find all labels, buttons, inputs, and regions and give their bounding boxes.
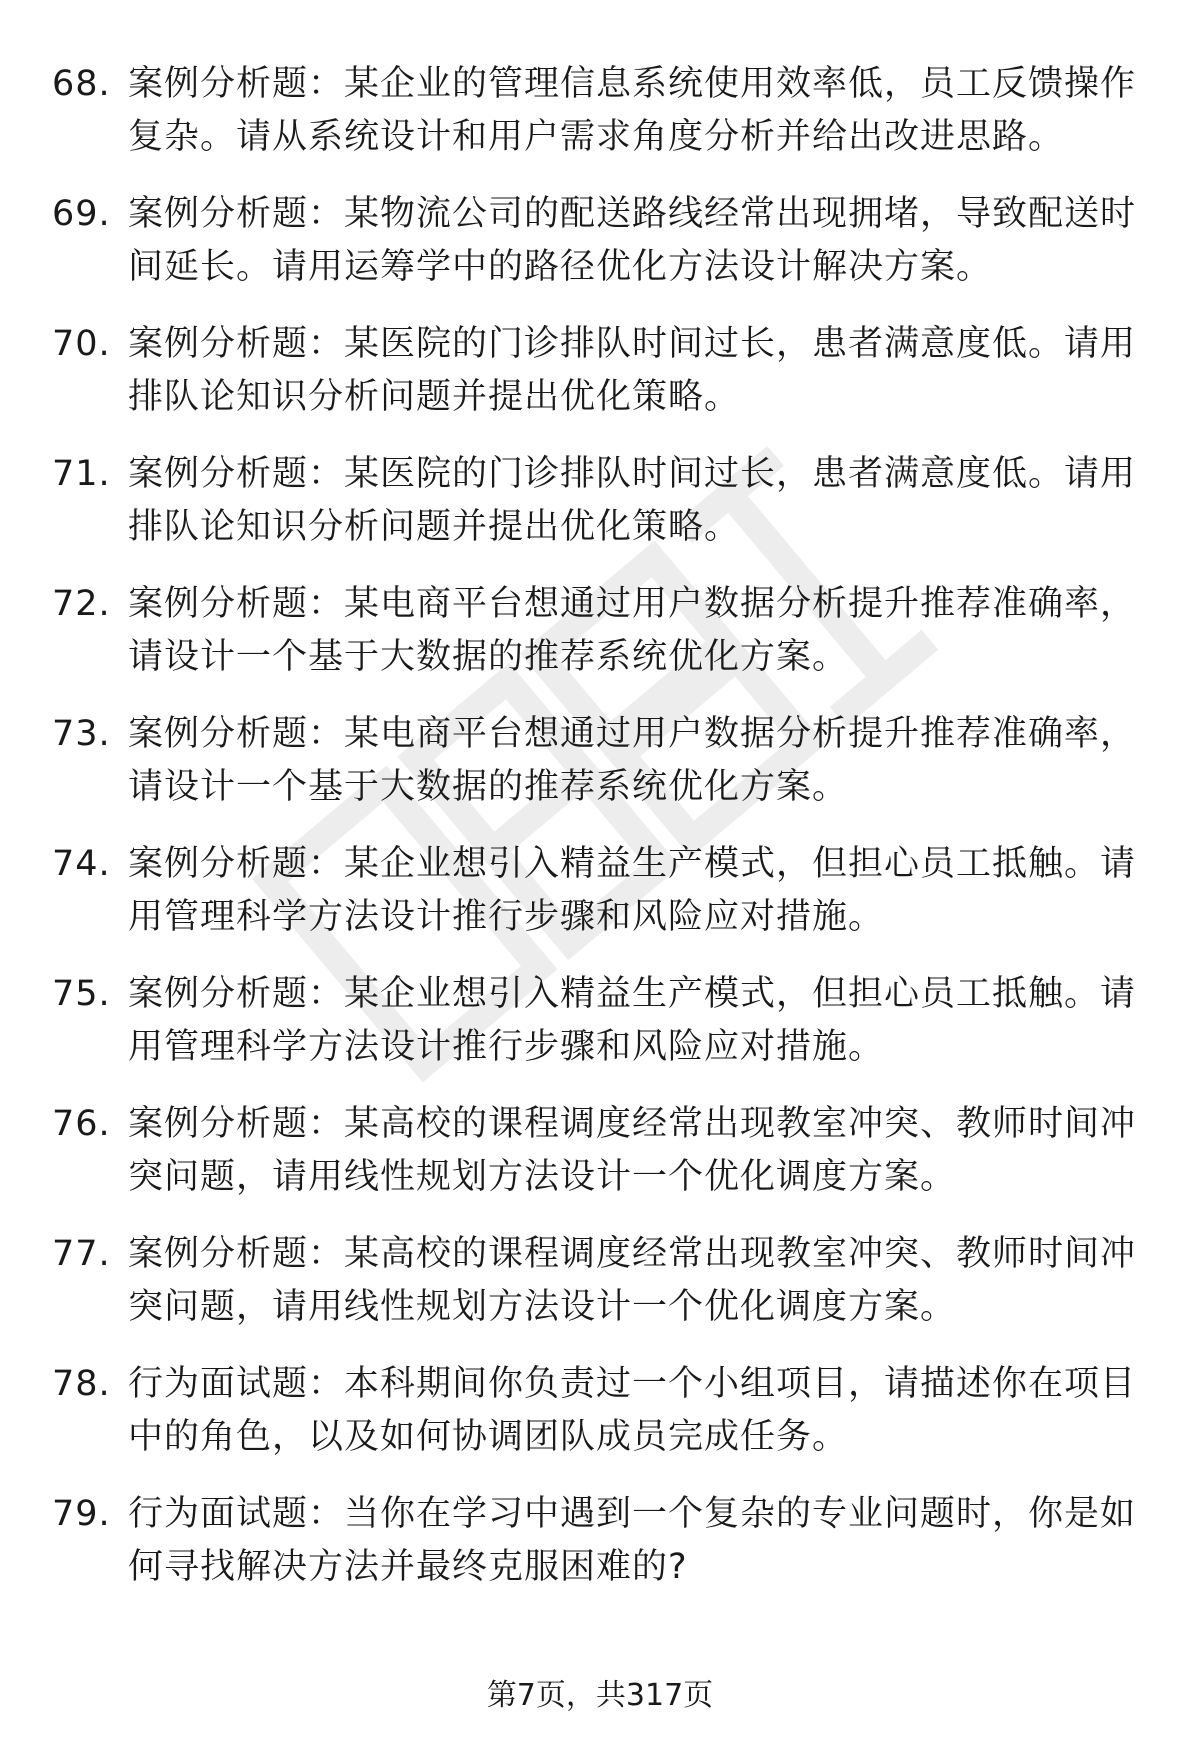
page-footer: 第7页，共317页 — [486, 1678, 714, 1713]
question-item — [0, 708, 1200, 838]
question-text: 案例分析题：某高校的课程调度经常出现教室冲突、教师时间冲突问题，请用线性规划方法设计一个优化调度方案。 — [128, 1234, 1137, 1327]
question-number: 73. — [52, 714, 111, 754]
question-text: 案例分析题：某高校的课程调度经常出现教室冲突、教师时间冲突问题，请用线性规划方法设计一个优化调度方案。 — [128, 1104, 1137, 1197]
question-item — [0, 968, 1200, 1098]
question-number: 78. — [52, 1364, 111, 1404]
question-item — [0, 838, 1200, 968]
question-item — [0, 58, 1200, 188]
question-item — [0, 318, 1200, 448]
question-text: 行为面试题：当你在学习中遇到一个复杂的专业问题时，你是如何寻找解决方法并最终克服困难的? — [128, 1494, 1137, 1587]
question-list — [0, 58, 1200, 1618]
question-item — [0, 188, 1200, 318]
question-text: 案例分析题：某电商平台想通过用户数据分析提升推荐准确率，请设计一个基于大数据的推荐系统优化方案。 — [128, 714, 1137, 807]
question-item — [0, 578, 1200, 708]
question-item — [0, 1488, 1200, 1618]
question-item — [0, 1358, 1200, 1488]
question-number: 68. — [52, 64, 111, 104]
question-item — [0, 448, 1200, 578]
question-number: 77. — [52, 1234, 111, 1274]
question-item — [0, 1098, 1200, 1228]
question-text: 行为面试题：本科期间你负责过一个小组项目，请描述你在项目中的角色，以及如何协调团队成员完成任务。 — [128, 1364, 1137, 1457]
question-text: 案例分析题：某医院的门诊排队时间过长，患者满意度低。请用排队论知识分析问题并提出优化策略。 — [128, 454, 1137, 547]
question-number: 69. — [52, 194, 111, 234]
question-text: 案例分析题：某企业的管理信息系统使用效率低，员工反馈操作复杂。请从系统设计和用户需求角度分析并给出改进思路。 — [128, 64, 1137, 157]
question-number: 76. — [52, 1104, 111, 1144]
question-text: 案例分析题：某企业想引入精益生产模式，但担心员工抵触。请用管理科学方法设计推行步骤和风险应对措施。 — [128, 844, 1137, 937]
question-text: 案例分析题：某企业想引入精益生产模式，但担心员工抵触。请用管理科学方法设计推行步骤和风险应对措施。 — [128, 974, 1137, 1067]
question-number: 71. — [52, 454, 111, 494]
question-text: 案例分析题：某医院的门诊排队时间过长，患者满意度低。请用排队论知识分析问题并提出优化策略。 — [128, 324, 1137, 417]
question-text: 案例分析题：某物流公司的配送路线经常出现拥堵，导致配送时间延长。请用运筹学中的路径优化方法设计解决方案。 — [128, 194, 1137, 287]
question-item — [0, 1228, 1200, 1358]
question-text: 案例分析题：某电商平台想通过用户数据分析提升推荐准确率，请设计一个基于大数据的推荐系统优化方案。 — [128, 584, 1137, 677]
question-number: 70. — [52, 324, 111, 364]
question-number: 72. — [52, 584, 111, 624]
question-number: 79. — [52, 1494, 111, 1534]
question-number: 74. — [52, 844, 111, 884]
question-number: 75. — [52, 974, 111, 1014]
